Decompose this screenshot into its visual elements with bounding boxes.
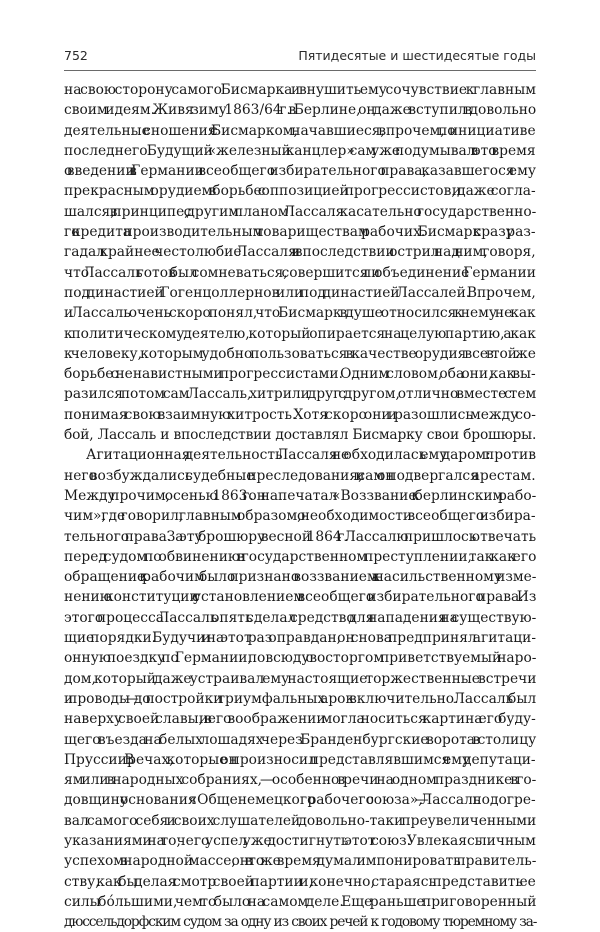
text-line: нению конституции с установлением всеобщего избирательного права. Из xyxy=(64,589,537,606)
paragraph xyxy=(64,80,536,445)
text-line: перед судом по обвинению в государственном преступлении, так как его xyxy=(64,548,537,565)
text-line: этого процесса Лассаль опять сделал средство для нападения на существую- xyxy=(64,609,537,626)
text-line: под династией Гогенцоллернов или под династией Лассалей. Впрочем, xyxy=(64,284,536,301)
text-line: шался, в принципе, с другим планом Лассаля касательно государственно- xyxy=(64,203,537,220)
text-line: своим идеям. Живя зиму 1863/64 г. в Берлине, он даже вступил в довольно xyxy=(64,102,537,119)
text-line: понимая свою взаимную хитрость. Хотя скоро они и разошлись между со- xyxy=(64,406,536,423)
text-line: чим», где говорил, главным образом, о необходимости всеобщего избира- xyxy=(64,508,536,525)
text-line: что Лассаль готов был сомневаться, совершится ли объединение Германии xyxy=(64,264,536,281)
header-rule xyxy=(64,70,536,71)
text-line: ству, как бы делая смотр своей партии и, конечно, стараясь представить ее xyxy=(64,873,536,890)
text-line: указаниями на то, чего успел уже достигнуть этот союз. Увлекаясь личным xyxy=(64,832,536,849)
text-line: вал самого себя и своих слушателей довольно-таки преувеличенными xyxy=(64,812,537,829)
text-line: Агитационная деятельность Лассаля не обходилась ему даром: против xyxy=(86,447,536,464)
text-line: деятельные сношения с Бисмарком, начавшиеся, впрочем, по инициативе xyxy=(64,122,536,139)
text-line: тельного права. За эту брошюру весной 1864 г. Лассалю пришлось отвечать xyxy=(64,528,537,545)
text-line: на свою сторону самого Бисмарка и внушить ему сочувствие к главным xyxy=(64,82,536,98)
text-line: к политическому деятелю, который опирается на целую партию, а как xyxy=(64,325,536,342)
text-line: борьбе с ненавистными прогрессистами. Одним словом, оба они, как вы- xyxy=(64,366,536,383)
text-line: довщину основания «Общенемецкого рабочего союза», — Лассаль подогре- xyxy=(64,792,536,809)
page-number: 752 xyxy=(64,48,88,63)
paragraph xyxy=(64,445,536,932)
text-line: последнего. Будущий «железный канцлер» сам уже подумывал в это время xyxy=(64,142,536,159)
text-line: онную поездку по Германии, повсюду с восторгом приветствуемый наро- xyxy=(64,650,537,667)
text-line: дом, который даже устраивал ему настоящие торжественные встречи xyxy=(64,670,537,687)
text-line: обращение к рабочим было признано воззванием к насильственному изме- xyxy=(64,569,537,586)
text-line: и Лассаль очень скоро понял, что Бисмарк в душе относился к нему не как xyxy=(64,305,536,322)
running-title: Пятидесятые и шестидесятые годы xyxy=(298,48,536,63)
text-line: к человеку, которым удобно пользоваться в качестве орудия все в той же xyxy=(64,345,536,362)
text-line: дюссельдорфским судом за одну из своих речей к годовому тюремному за- xyxy=(64,914,537,931)
text-line: Пруссии. В речах, которые он произносил представлявшимся ему депутаци- xyxy=(64,751,536,768)
text-line: Между прочим, осенью 1863 г. он напечатал «Воззвание к берлинским рабо- xyxy=(64,487,537,504)
text-line: ям или в народных собраниях, — особенно в речи на одном празднике в го- xyxy=(64,772,537,789)
text-line: успехом в народной массе, он в то же время думал импонировать правитель- xyxy=(64,853,537,870)
text-line: силы бóльшими, чем то было на самом деле. Еще раньше приговоренный xyxy=(64,893,537,910)
page-header xyxy=(64,48,536,66)
text-line: прекрасным орудием в борьбе с оппозицией прогрессистов, и даже согла- xyxy=(64,183,536,200)
text-line: го кредита производительным товариществам рабочих. Бисмарк сразу раз- xyxy=(64,224,536,241)
text-line: гадал крайнее честолюбие Лассаля и впоследствии острил над ним, говоря, xyxy=(64,244,536,261)
text-line: щие порядки. Будучи и на этот раз оправдан, он снова предпринял агитаци- xyxy=(64,630,537,647)
body-text xyxy=(64,80,536,932)
text-line: о введении в Германии всеобщего избирательного права, казавшегося ему xyxy=(64,163,536,180)
text-line: щего въезда на белых лошадях через Бранденбургские ворота в столицу xyxy=(64,731,537,748)
text-line: бой, Лассаль и впоследствии доставлял Бисмарку свои брошюры. xyxy=(64,427,537,444)
text-line: наверху своей славы, и в его воображении могла носиться картина его буду- xyxy=(64,711,536,728)
text-line: и проводы — до постройки триумфальных арок включительно. Лассаль был xyxy=(64,690,537,707)
text-line: разился потом сам Лассаль, хитрили друг с другом, отлично вместе с тем xyxy=(64,386,537,403)
text-line: него возбуждались судебные преследования, и сам он подвергался арестам. xyxy=(64,467,536,484)
